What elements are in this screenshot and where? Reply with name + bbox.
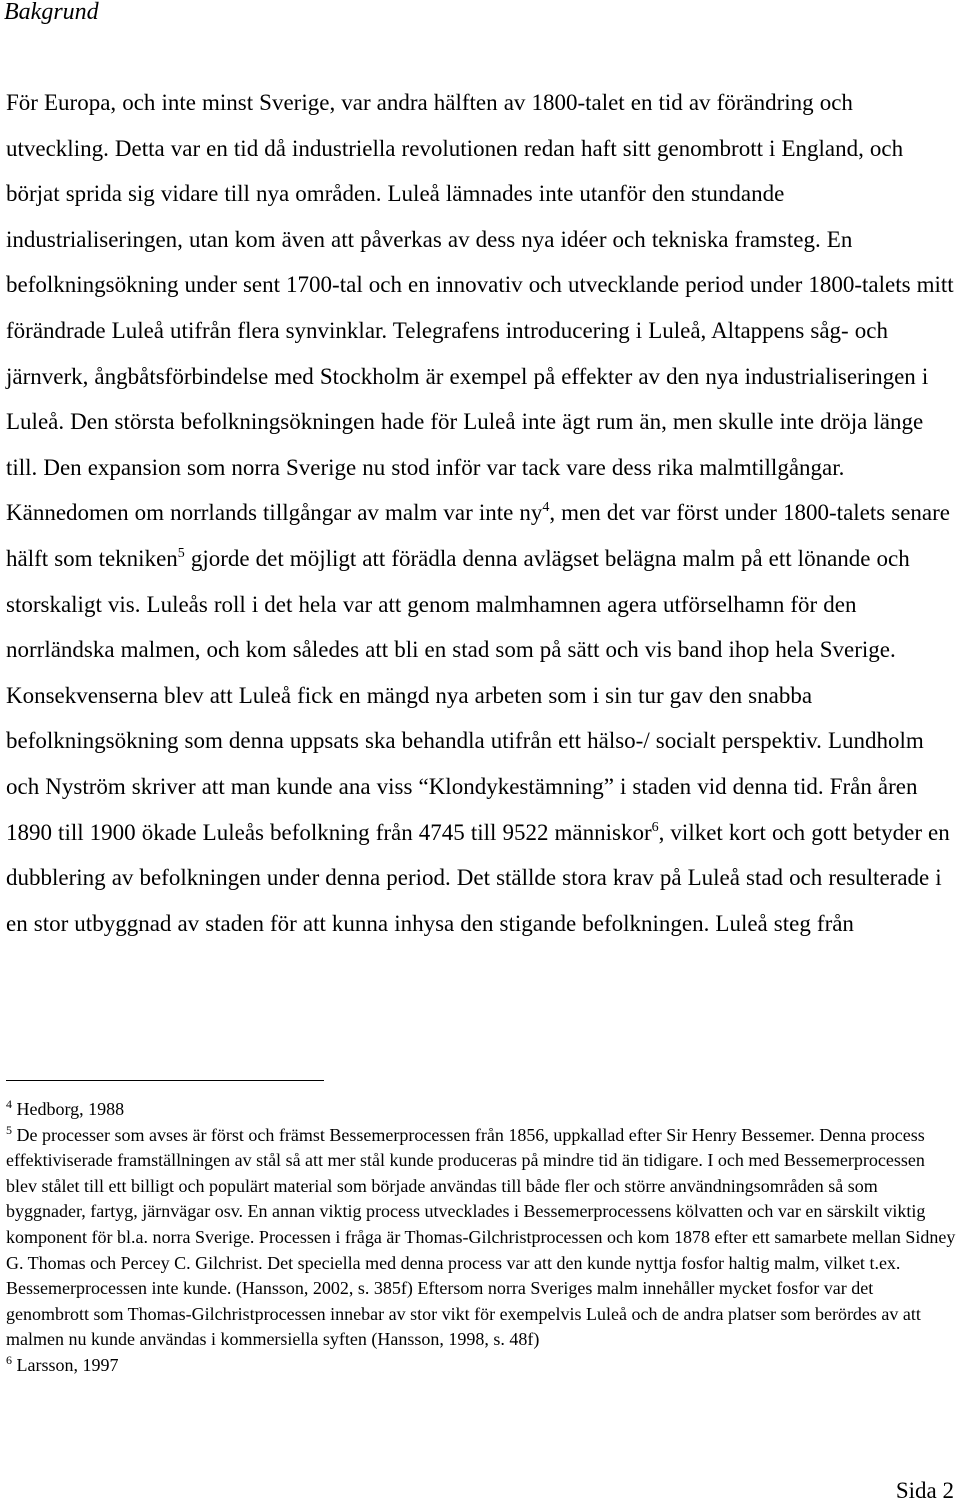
footnote-text: Hedborg, 1988: [12, 1099, 125, 1119]
body-text-segment: , men det var först under 1800-talets senare hälft som tekniken: [6, 500, 950, 571]
footnote-number: 5: [6, 1122, 12, 1137]
body-text-segment: För Europa, och inte minst Sverige, var andra hälften av 1800-talet en tid av förändring och utveckling. Detta var en tid då industriella revolutionen redan haft sitt genombrott i England, och börjat sprida sig vidare till nya områden. Luleå lämnades inte utanför den stundande industrialiseringen, utan kom även att påverkas av dess nya idéer och tekniska framsteg. En befolkningsökning under sent 1700-tal och en innovativ och utvecklande period under 1800-talets mitt förändrade Luleå utifrån flera synvinklar. Telegrafens introducering i Luleå, Altappens såg- och järnverk, ångbåtsförbindelse med Stockholm är exempel på effekter av den nya industrialiseringen i Luleå. Den största befolkningsökningen hade för Luleå inte ägt rum än, men skulle inte dröja länge till. Den expansion som norra Sverige nu stod inför var tack vare dess rika malmtillgångar. Kännedomen om norrlands tillgångar av malm var inte ny: [6, 90, 954, 526]
footnote-reference: 4: [542, 500, 550, 516]
footnote: [6, 1123, 958, 1353]
footnote-reference: 6: [651, 819, 659, 835]
footnote-number: 4: [6, 1097, 12, 1111]
footnote-separator: [6, 1080, 324, 1081]
footnote: [6, 1353, 958, 1379]
footnote-text: Larsson, 1997: [12, 1354, 119, 1375]
section-heading: Bakgrund: [4, 0, 99, 25]
body-text-segment: , vilket kort och gott betyder en dubblering av befolkningen under denna period. Det ställde stora krav på Luleå stad och resulterade i en stor utbyggnad av staden för att kunna inhysa den stigande befolkningen. Luleå steg från: [6, 819, 950, 936]
footnote: [6, 1097, 958, 1123]
page-number: Sida 2: [895, 1478, 954, 1503]
footnote-number: 6: [6, 1352, 12, 1367]
footnote-reference: 5: [177, 545, 185, 561]
body-paragraph: [6, 80, 956, 946]
footnote-text: De processer som avses är först och främst Bessemerprocessen från 1856, uppkallad efter Sir Henry Bessemer. Denna process effektiviserade framställningen av stål så att mer stål kunde produceras på mindre tid än tidigare. I och med Bessemerprocessen blev stålet till ett billigt och populärt material som började användas till både fler och större användningsområden så som byggnader, fartyg, järnvägar osv. En annan viktig process utvecklades i Bessemerprocessens kölvatten och var en särskilt viktig komponent för bl.a. norra Sverige. Processen i fråga är Thomas-Gilchristprocessen och kom 1878 efter ett samarbete mellan Sidney G. Thomas och Percey C. Gilchrist. Det speciella med denna process var att den kunde nyttja fosfor haltig malm, vilket t.ex. Bessemerprocessen inte kunde. (Hansson, 2002, s. 385f) Eftersom norra Sveriges malm innehåller mycket fosfor var det genombrott som Thomas-Gilchristprocessen innebar av stor vikt för exempelvis Luleå och de andra platser som berördes av att malmen nu kunde användas i kommersiella syften (Hansson, 1998, s. 48f): [6, 1124, 956, 1350]
body-text-segment: gjorde det möjligt att förädla denna avlägset belägna malm på ett lönande och storskaligt vis. Luleås roll i det hela var att genom malmhamnen agera utförselhamn för den norrländska malmen, och kom således att bli en stad som på sätt och vis band ihop hela Sverige. Konsekvenserna blev att Luleå fick en mängd nya arbeten som i sin tur gav den snabba befolkningsökning som denna uppsats ska behandla utifrån ett hälso-/ socialt perspektiv. Lundholm och Nyström skriver att man kunde ana viss “Klondykestämning” i staden vid denna tid. Från åren 1890 till 1900 ökade Luleås befolkning från 4745 till 9522 människor: [6, 545, 924, 845]
footnotes-section: [6, 1097, 958, 1379]
